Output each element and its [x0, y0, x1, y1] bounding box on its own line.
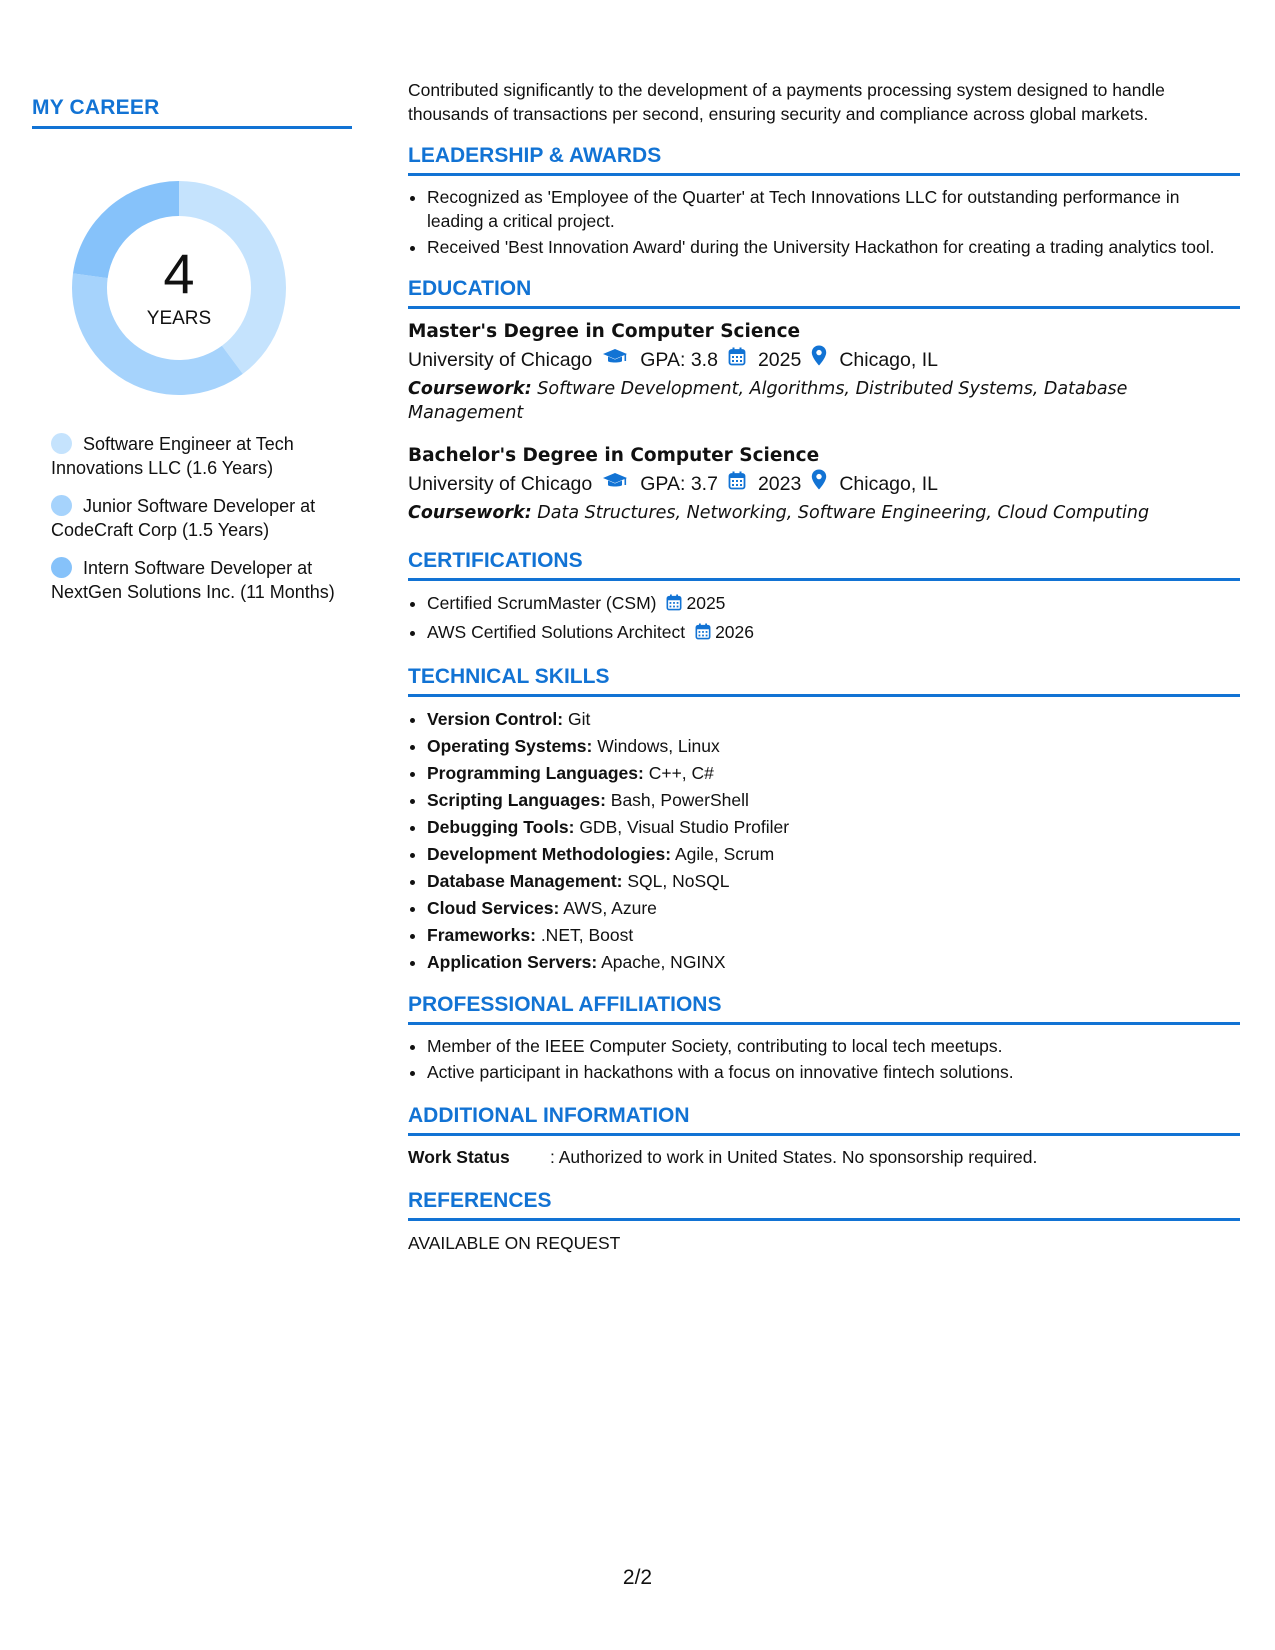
- school-name: University of Chicago: [408, 349, 593, 371]
- legend-dot-1: [51, 495, 72, 516]
- legend-item: [51, 556, 341, 604]
- list-item: • Member of the IEEE Computer Society, contributing to local tech meetups.: [427, 1034, 1240, 1058]
- career-sidebar: [32, 96, 352, 618]
- education-details: [408, 469, 1240, 499]
- skill-label: Version Control:: [427, 709, 564, 729]
- leadership-list: [408, 185, 1240, 259]
- leadership-section: [408, 144, 1240, 259]
- section-title: PROFESSIONAL AFFILIATIONS: [408, 993, 1240, 1025]
- legend-label: Intern Software Developer at NextGen Solutions Inc. (11 Months): [51, 558, 335, 602]
- cert-name: Certified ScrumMaster (CSM): [427, 593, 657, 613]
- legend-dot-2: [51, 557, 72, 578]
- skill-label: Cloud Services:: [427, 898, 560, 918]
- calendar-icon: [728, 345, 746, 375]
- coursework-label: Coursework:: [408, 503, 532, 523]
- list-item: [427, 922, 1240, 949]
- skill-label: Scripting Languages:: [427, 790, 606, 810]
- gpa: GPA: 3.8: [640, 349, 718, 371]
- list-item: [427, 590, 1240, 619]
- skill-value: AWS, Azure: [563, 898, 657, 918]
- references-text: AVAILABLE ON REQUEST: [408, 1233, 621, 1253]
- work-status-value: : Authorized to work in United States. No sponsorship required.: [550, 1147, 1038, 1167]
- graduation-cap-icon: [602, 345, 628, 375]
- cert-name: AWS Certified Solutions Architect: [427, 622, 686, 642]
- skill-value: .NET, Boost: [540, 925, 634, 945]
- coursework: [408, 377, 1240, 425]
- skill-value: SQL, NoSQL: [627, 871, 730, 891]
- certifications-section: [408, 549, 1240, 648]
- career-donut-chart: [65, 174, 293, 402]
- list-item: [427, 733, 1240, 760]
- skills-list: [408, 706, 1240, 976]
- section-title: REFERENCES: [408, 1189, 1240, 1221]
- graduation-year: 2025: [757, 349, 802, 371]
- legend-item: [51, 432, 341, 480]
- list-item: [427, 841, 1240, 868]
- cert-year: 2026: [715, 622, 755, 642]
- coursework-value: Data Structures, Networking, Software Engineering, Cloud Computing: [537, 503, 1150, 523]
- calendar-icon: [695, 621, 711, 648]
- graduation-year: 2023: [757, 473, 802, 495]
- list-item: • Active participant in hackathons with a focus on innovative fintech solutions.: [427, 1060, 1240, 1084]
- section-title: CERTIFICATIONS: [408, 549, 1240, 581]
- cert-year: 2025: [686, 593, 726, 613]
- certifications-list: [408, 590, 1240, 648]
- skill-value: Bash, PowerShell: [610, 790, 749, 810]
- donut-center: [65, 174, 293, 402]
- degree-title: Master's Degree in Computer Science: [408, 321, 801, 342]
- location: Chicago, IL: [839, 349, 938, 371]
- skill-label: Programming Languages:: [427, 763, 644, 783]
- page-number: 2/2: [622, 1566, 653, 1589]
- coursework-value: Software Development, Algorithms, Distributed Systems, Database Management: [408, 379, 1128, 423]
- list-item: • Recognized as 'Employee of the Quarter' at Tech Innovations LLC for outstanding performance in leading a critical project.: [427, 185, 1240, 233]
- affiliations-list: [408, 1034, 1240, 1084]
- references-section: [408, 1189, 1240, 1255]
- education-entry: [408, 319, 1240, 425]
- main-content: [408, 78, 1240, 1255]
- location: Chicago, IL: [839, 473, 938, 495]
- map-pin-icon: [811, 469, 827, 499]
- skill-label: Database Management:: [427, 871, 623, 891]
- skill-label: Operating Systems:: [427, 736, 593, 756]
- list-item: • Received 'Best Innovation Award' during the University Hackathon for creating a trading analytics tool.: [427, 235, 1240, 259]
- degree-title: Bachelor's Degree in Computer Science: [408, 445, 820, 466]
- skill-value: Agile, Scrum: [674, 844, 775, 864]
- skill-value: GDB, Visual Studio Profiler: [579, 817, 790, 837]
- education-details: [408, 345, 1240, 375]
- legend-label: Software Engineer at Tech Innovations LLC (1.6 Years): [51, 434, 294, 478]
- career-legend: [32, 432, 352, 604]
- education-section: [408, 277, 1240, 525]
- section-title: TECHNICAL SKILLS: [408, 665, 1240, 697]
- work-status-row: [408, 1145, 1240, 1169]
- legend-label: Junior Software Developer at CodeCraft Corp (1.5 Years): [51, 496, 316, 540]
- list-item: [427, 814, 1240, 841]
- list-item: [427, 949, 1240, 976]
- list-item: [427, 619, 1240, 648]
- skill-value: C++, C#: [648, 763, 714, 783]
- summary-text: Contributed significantly to the development of a payments processing system designed to handle thousands of transactions per second, ensuring security and compliance across global markets.: [408, 80, 1165, 124]
- coursework: [408, 501, 1240, 525]
- coursework-label: Coursework:: [408, 379, 532, 399]
- skill-label: Application Servers:: [427, 952, 598, 972]
- map-pin-icon: [811, 345, 827, 375]
- legend-dot-0: [51, 433, 72, 454]
- work-status-label: Work Status: [408, 1147, 510, 1167]
- affiliations-section: [408, 993, 1240, 1084]
- list-item: [427, 787, 1240, 814]
- calendar-icon: [666, 592, 682, 619]
- total-years-unit: YEARS: [146, 308, 212, 329]
- career-title: MY CAREER: [32, 96, 352, 129]
- list-item: [427, 895, 1240, 922]
- skills-section: [408, 665, 1240, 976]
- list-item: [427, 760, 1240, 787]
- skill-value: Apache, NGINX: [601, 952, 726, 972]
- section-title: LEADERSHIP & AWARDS: [408, 144, 1240, 176]
- skill-value: Git: [568, 709, 591, 729]
- section-title: ADDITIONAL INFORMATION: [408, 1104, 1240, 1136]
- graduation-cap-icon: [602, 469, 628, 499]
- school-name: University of Chicago: [408, 473, 593, 495]
- skill-label: Development Methodologies:: [427, 844, 672, 864]
- skill-label: Frameworks:: [427, 925, 536, 945]
- list-item: [427, 706, 1240, 733]
- additional-info-section: [408, 1104, 1240, 1169]
- gpa: GPA: 3.7: [640, 473, 718, 495]
- skill-value: Windows, Linux: [597, 736, 720, 756]
- total-years-value: 4: [163, 242, 195, 305]
- legend-item: [51, 494, 341, 542]
- list-item: [427, 868, 1240, 895]
- education-entry: [408, 443, 1240, 525]
- section-title: EDUCATION: [408, 277, 1240, 309]
- calendar-icon: [728, 469, 746, 499]
- skill-label: Debugging Tools:: [427, 817, 575, 837]
